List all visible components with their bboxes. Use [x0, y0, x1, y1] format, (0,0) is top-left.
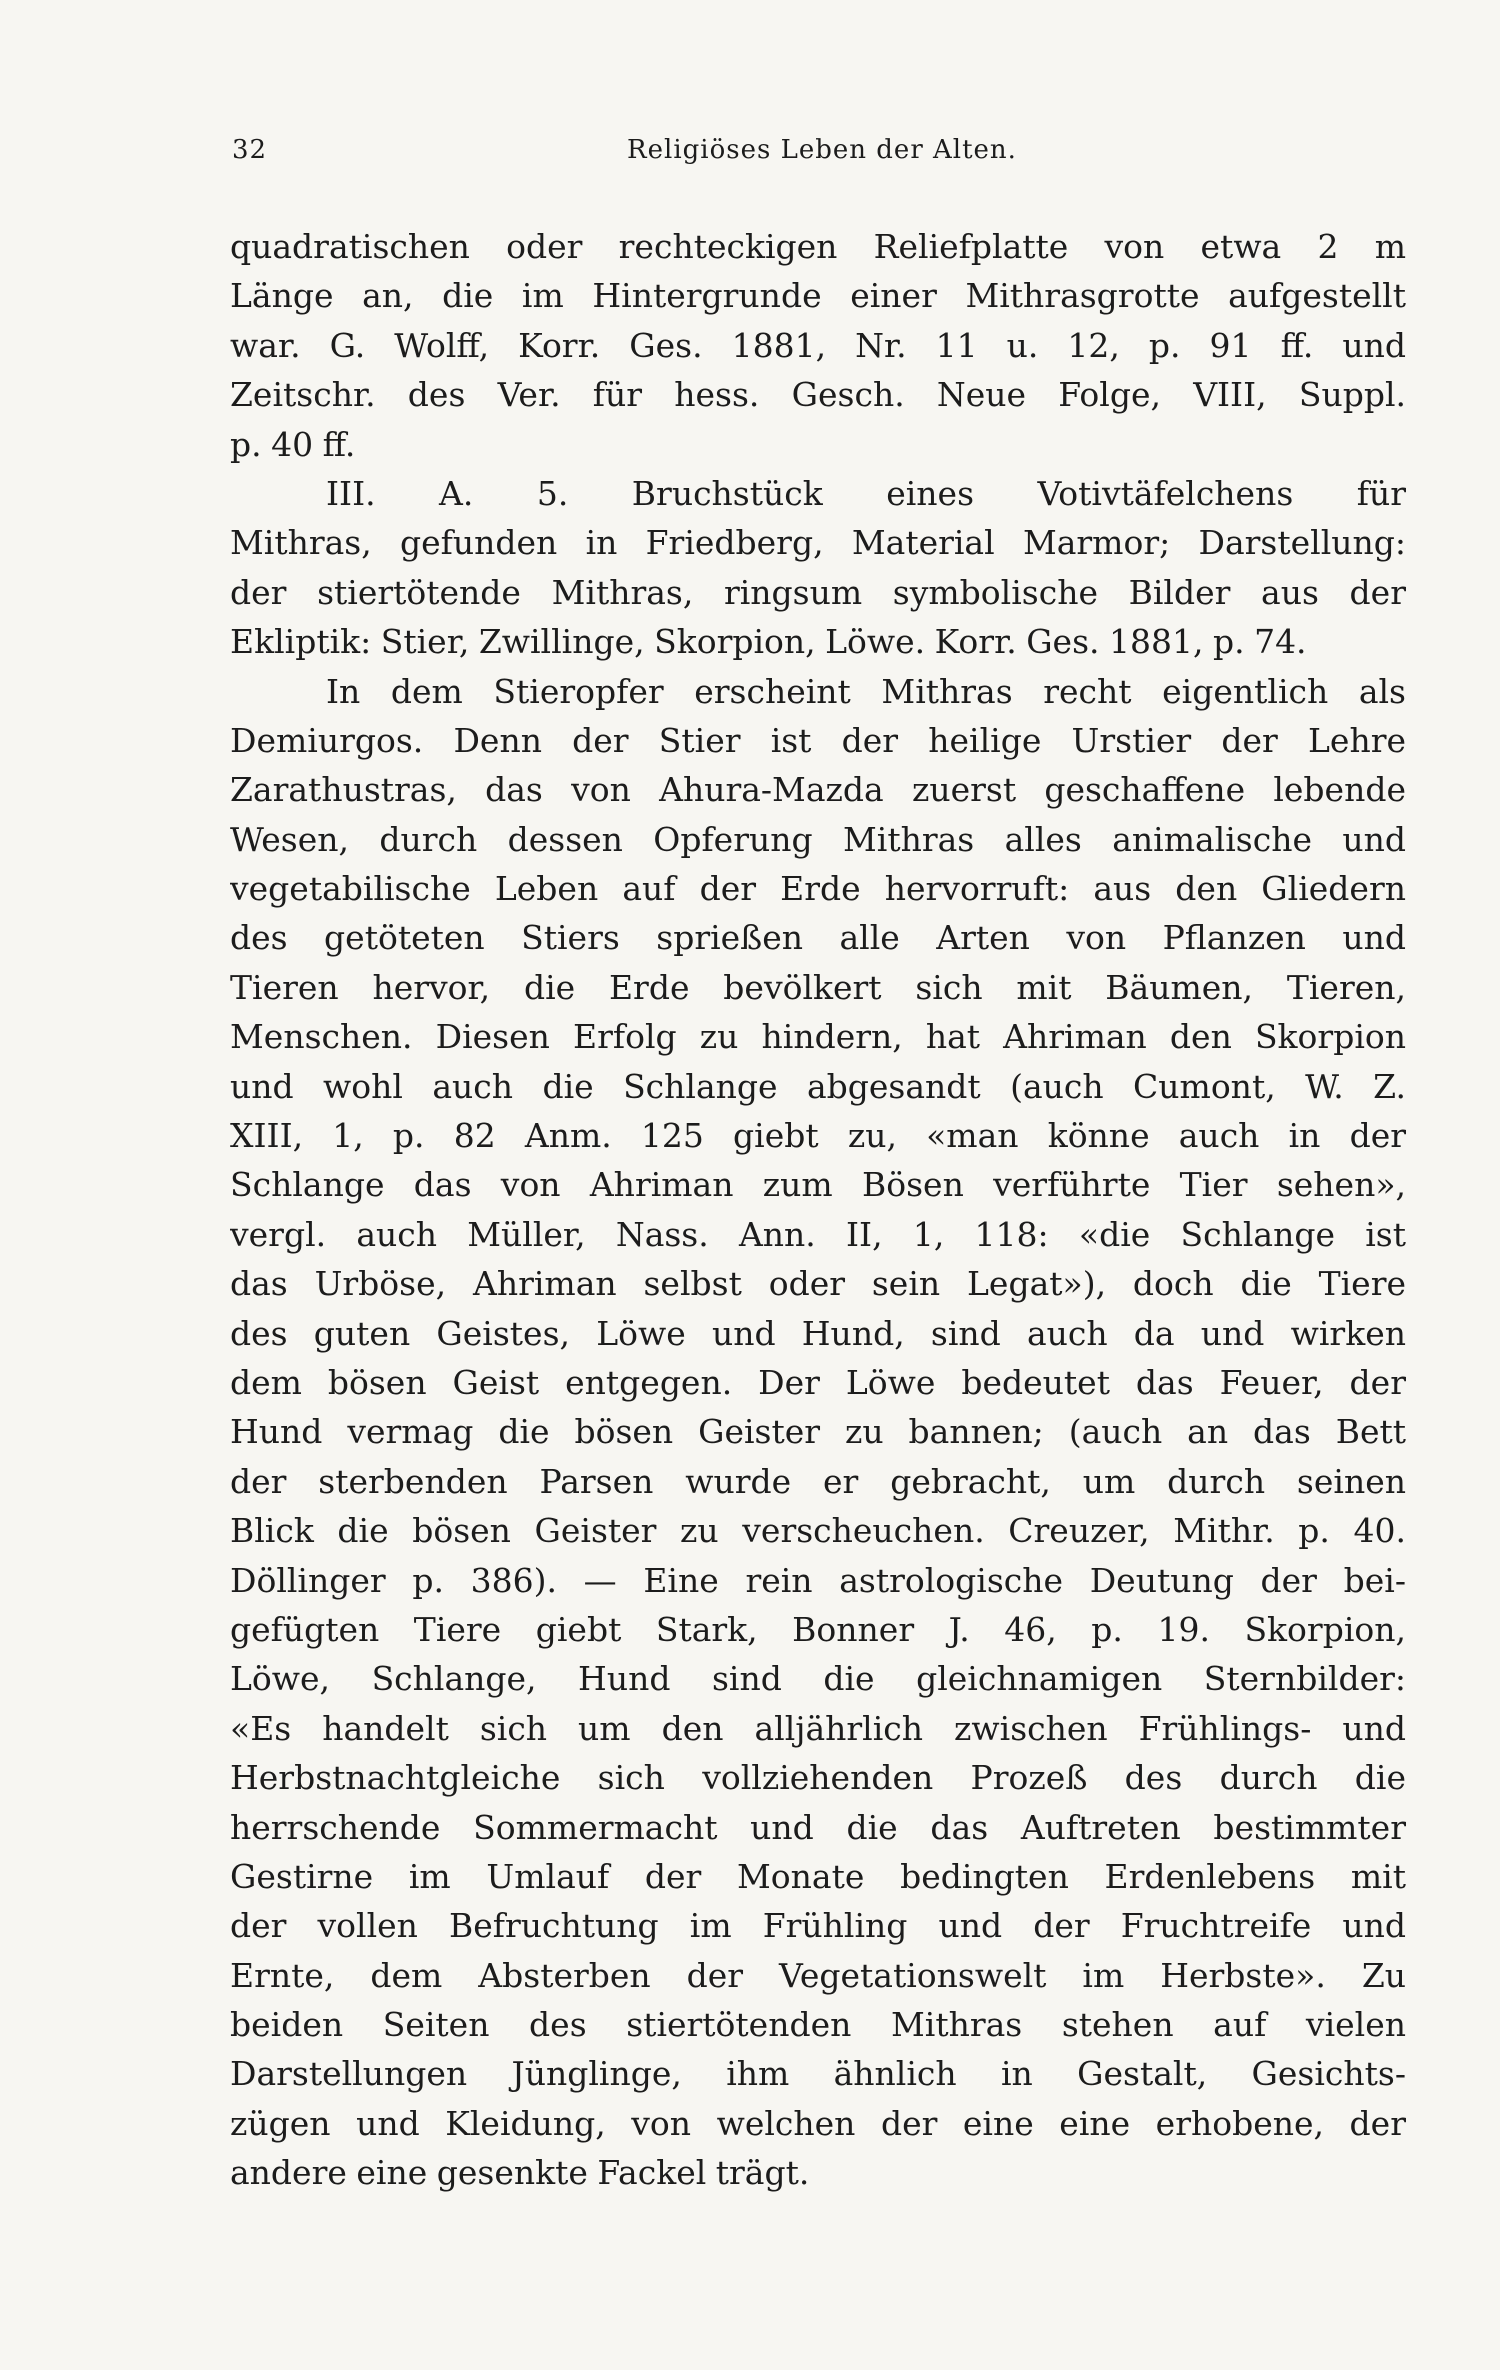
text-line: Tieren hervor, die Erde bevölkert sich mit Bäumen, Tieren,	[230, 967, 1406, 1007]
text-line: Darstellungen Jünglinge, ihm ähnlich in Gestalt, Gesichts-	[230, 2054, 1406, 2094]
text-line: Blick die bösen Geister zu verscheuchen. Creuzer, Mithr. p. 40.	[230, 1511, 1406, 1551]
text-line: Zeitschr. des Ver. für hess. Gesch. Neue Folge, VIII, Suppl.	[230, 375, 1406, 415]
text-line: das Urböse, Ahriman selbst oder sein Legat»), doch die Tiere	[230, 1264, 1406, 1304]
text-line: «Es handelt sich um den alljährlich zwischen Frühlings- und	[230, 1708, 1406, 1748]
text-line-paragraph-start: In dem Stieropfer erscheint Mithras recht eigentlich als	[326, 671, 1406, 711]
text-line: vegetabilische Leben auf der Erde hervorruft: aus den Gliedern	[230, 869, 1406, 909]
text-line: Schlange das von Ahriman zum Bösen verführte Tier sehen»,	[230, 1165, 1406, 1205]
text-line: dem bösen Geist entgegen. Der Löwe bedeutet das Feuer, der	[230, 1362, 1406, 1402]
running-title: Religiöses Leben der Alten.	[627, 135, 1017, 165]
text-line: Mithras, gefunden in Friedberg, Material Marmor; Darstellung:	[230, 523, 1406, 563]
text-line: der sterbenden Parsen wurde er gebracht, um durch seinen	[230, 1461, 1406, 1501]
text-line: und wohl auch die Schlange abgesandt (auch Cumont, W. Z.	[230, 1066, 1406, 1106]
text-line: Demiurgos. Denn der Stier ist der heilige Urstier der Lehre	[230, 720, 1406, 760]
text-line: der vollen Befruchtung im Frühling und der Fruchtreife und	[230, 1906, 1406, 1946]
text-line: Döllinger p. 386). — Eine rein astrologische Deutung der bei-	[230, 1560, 1406, 1600]
text-line: Ekliptik: Stier, Zwillinge, Skorpion, Löwe. Korr. Ges. 1881, p. 74.	[230, 622, 1307, 662]
text-line: beiden Seiten des stiertötenden Mithras stehen auf vielen	[230, 2005, 1406, 2045]
text-line: Hund vermag die bösen Geister zu bannen; (auch an das Bett	[230, 1412, 1406, 1452]
body-text	[230, 222, 1406, 2198]
text-line: Länge an, die im Hintergrunde einer Mithrasgrotte aufgestellt	[230, 276, 1406, 316]
running-head	[232, 130, 1412, 170]
page-number: 32	[232, 135, 268, 165]
text-line: Wesen, durch dessen Opferung Mithras alles animalische und	[230, 819, 1406, 859]
text-line: XIII, 1, p. 82 Anm. 125 giebt zu, «man könne auch in der	[230, 1116, 1406, 1156]
text-line: Löwe, Schlange, Hund sind die gleichnamigen Sternbilder:	[230, 1659, 1406, 1699]
text-line: zügen und Kleidung, von welchen der eine eine erhobene, der	[230, 2103, 1406, 2143]
text-line: quadratischen oder rechteckigen Reliefplatte von etwa 2 m	[230, 227, 1406, 266]
text-line: p. 40 ff.	[230, 424, 356, 464]
text-line: gefügten Tiere giebt Stark, Bonner J. 46, p. 19. Skorpion,	[230, 1609, 1406, 1649]
text-line-section-heading: III. A. 5. Bruchstück eines Votivtäfelchens für	[326, 473, 1406, 513]
text-line: Herbstnachtgleiche sich vollziehenden Prozeß des durch die	[230, 1758, 1406, 1798]
text-line: herrschende Sommermacht und die das Auftreten bestimmter	[230, 1807, 1406, 1847]
text-line: des guten Geistes, Löwe und Hund, sind auch da und wirken	[230, 1313, 1406, 1353]
text-line: Menschen. Diesen Erfolg zu hindern, hat Ahriman den Skorpion	[230, 1017, 1406, 1057]
text-line: vergl. auch Müller, Nass. Ann. II, 1, 118: «die Schlange ist	[230, 1214, 1406, 1254]
text-line: Gestirne im Umlauf der Monate bedingten Erdenlebens mit	[230, 1856, 1406, 1896]
text-line: des getöteten Stiers sprießen alle Arten von Pflanzen und	[230, 918, 1406, 958]
text-line: Ernte, dem Absterben der Vegetationswelt im Herbste». Zu	[230, 1955, 1406, 1995]
text-line: war. G. Wolff, Korr. Ges. 1881, Nr. 11 u. 12, p. 91 ff. und	[230, 325, 1406, 365]
text-line: Zarathustras, das von Ahura-Mazda zuerst geschaffene lebende	[230, 770, 1406, 810]
text-line: andere eine gesenkte Fackel trägt.	[230, 2153, 810, 2193]
text-line: der stiertötende Mithras, ringsum symbolische Bilder aus der	[230, 572, 1406, 612]
